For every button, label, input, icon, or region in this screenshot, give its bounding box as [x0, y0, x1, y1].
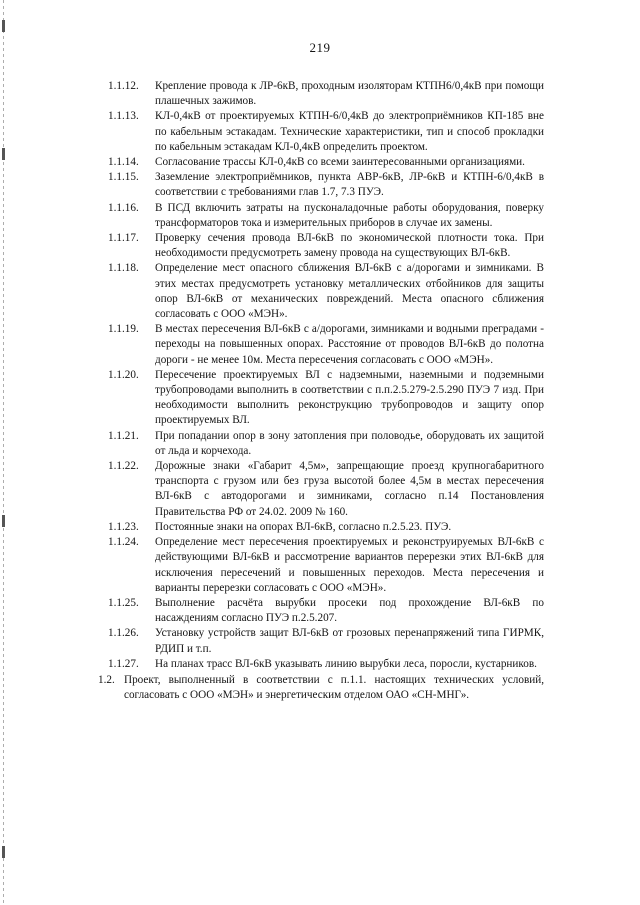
item-number: 1.1.16.: [108, 201, 139, 214]
page-number: 219: [309, 40, 331, 55]
binding-mark: [2, 20, 5, 32]
item-text: В ПСД включить затраты на пусконаладочные работы оборудования, поверку трансформаторов тока и измерительных приборов в случае их замены.: [155, 201, 544, 229]
item-text: Определение мест пересечения проектируемых и реконструируемых ВЛ-6кВ с действующими ВЛ-6кВ и рассмотрение вариантов перерезки этих ВЛ-6кВ для исключения пересечений и повышенных переходов. Места пересечения и варианты перерезки согласовать с ООО «МЭН».: [155, 536, 544, 594]
item-number: 1.1.21.: [108, 429, 139, 442]
list-item: [108, 626, 544, 656]
list-item: [108, 520, 544, 535]
item-text: Установку устройств защит ВЛ-6кВ от грозовых перенапряжений типа ГИРМК, РДИП и т.п.: [155, 627, 544, 655]
document-body: [98, 79, 544, 703]
item-number: 1.1.14.: [108, 156, 139, 169]
item-text: Проверку сечения провода ВЛ-6кВ по экономической плотности тока. При необходимости предусмотреть замену провода на существующих ВЛ-6кВ.: [155, 232, 544, 260]
binding-mark: [2, 148, 5, 160]
item-text: Постоянные знаки на опорах ВЛ-6кВ, согласно п.2.5.23. ПУЭ.: [155, 520, 452, 533]
item-number: 1.1.18.: [108, 262, 139, 275]
item-text: Согласование трассы КЛ-0,4кВ со всеми заинтересованными организациями.: [155, 156, 525, 169]
binding-mark: [2, 846, 5, 858]
item-text: Определение мест опасного сближения ВЛ-6кВ с а/дорогами и зимниками. В этих местах предусмотреть установку металлических отбойников для защиты опор ВЛ-6кВ от механических повреждений. Места опасного сближения согласовать с ООО «МЭН».: [155, 262, 544, 321]
item-number: 1.1.12.: [108, 80, 139, 92]
item-text: Пересечение проектируемых ВЛ с надземными, наземными и подземными трубопроводами выполнить в соответствии с п.п.2.5.279-2.5.290 ПУЭ 7 изд. При необходимости выполнить реконструкцию трубопроводов и защиту опор проектируемых ВЛ.: [155, 368, 544, 427]
item-number: 1.1.25.: [108, 596, 139, 609]
list-item: [108, 231, 544, 261]
item-number: 1.1.17.: [108, 232, 139, 245]
item-text: В местах пересечения ВЛ-6кВ с а/дорогами, зимниками и водными преградами - переходы на повышенных опорах. Расстояние от проводов ВЛ-6кВ до полотна дороги - не менее 10м. Места пересечения согласовать с ООО «МЭН».: [155, 323, 544, 366]
item-number: 1.2.: [98, 673, 115, 686]
item-text: На планах трасс ВЛ-6кВ указывать линию вырубки леса, поросли, кустарников.: [155, 657, 537, 670]
list-item: [108, 79, 544, 109]
item-number: 1.1.19.: [108, 323, 139, 336]
list-item: [108, 368, 544, 429]
item-number: 1.1.27.: [108, 657, 139, 670]
item-text: Крепление провода к ЛР-6кВ, проходным изоляторам КТПН6/0,4кВ при помощи плашечных зажимов.: [155, 80, 544, 108]
item-text: КЛ-0,4кВ от проектируемых КТПН-6/0,4кВ до электроприёмников КП-185 вне по кабельным эстакадам. Технические характеристики, тип и способ прокладки по кабельным эстакадам КЛ-0,4кВ определить проектом.: [155, 110, 544, 153]
item-text: Выполнение расчёта вырубки просеки под прохождение ВЛ-6кВ по насаждениям согласно ПУЭ п.2.5.207.: [155, 596, 544, 625]
item-text: Проект, выполненный в соответствии с п.1.1. настоящих технических условий, согласовать с ООО «МЭН» и энергетическим отделом ОАО «СН-МНГ».: [124, 673, 544, 702]
list-item: [108, 459, 544, 520]
item-number: 1.1.26.: [108, 627, 139, 640]
binding-mark: [2, 515, 5, 527]
list-item: [108, 201, 544, 231]
list-item: [108, 170, 544, 200]
list-item: [108, 322, 544, 368]
item-number: 1.1.15.: [108, 171, 139, 184]
list-item: [108, 429, 544, 459]
binding-edge: [3, 0, 4, 905]
list-item: [108, 535, 544, 596]
item-number: 1.1.20.: [108, 368, 139, 381]
list-item: [108, 109, 544, 155]
item-text: Заземление электроприёмников, пункта АВР-6кВ, ЛР-6кВ и КТПН-6/0,4кВ в соответствии с требованиями глав 1.7, 7.3 ПУЭ.: [155, 171, 544, 199]
list-item: [108, 155, 544, 170]
list-item: [108, 657, 544, 672]
list-item: [108, 261, 544, 322]
item-text: При попадании опор в зону затопления при половодье, оборудовать их защитой от льда и корчехода.: [155, 429, 544, 457]
item-number: 1.1.22.: [108, 460, 139, 473]
list-item: [108, 596, 544, 626]
item-number: 1.1.23.: [108, 520, 139, 533]
item-number: 1.1.13.: [108, 110, 139, 123]
item-number: 1.1.24.: [108, 536, 139, 549]
list-item: [98, 673, 544, 703]
item-text: Дорожные знаки «Габарит 4,5м», запрещающие проезд крупногабаритного транспорта с грузом или без груза высотой более 4,5м в местах пересечения ВЛ-6кВ с автодорогами и зимниками, согласно п.14 Постановления Правительства РФ от 24.02. 2009 № 160.: [155, 460, 544, 518]
